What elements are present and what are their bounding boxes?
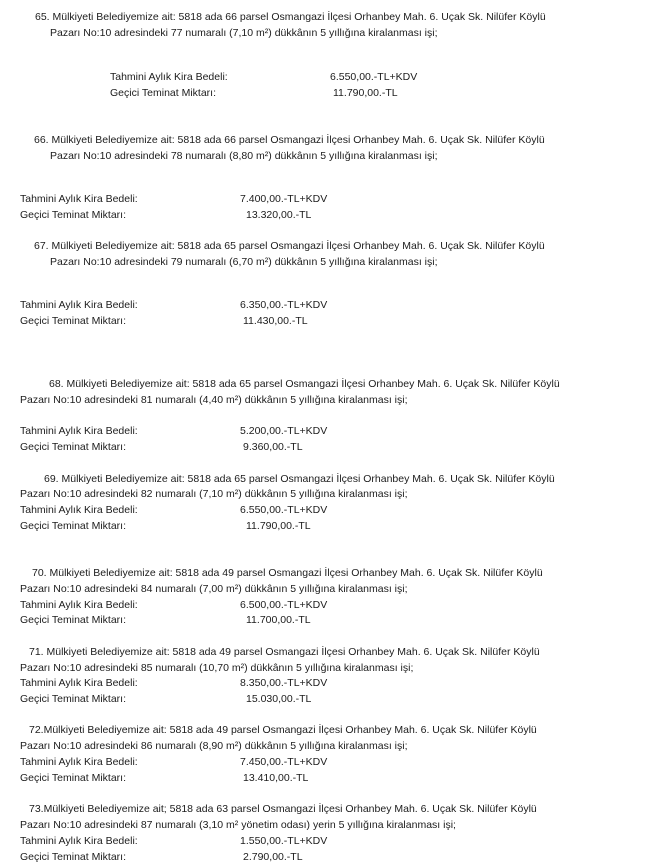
item-67-title-line1: 67. Mülkiyeti Belediyemize ait: 5818 ada 65 parsel Osmangazi İlçesi Orhanbey Mah. 6. Uçak Sk. Nilüfer Köylü xyxy=(34,240,545,252)
item-71-deposit-value: 15.030,00.-TL xyxy=(246,693,312,705)
item-65-rent-value: 6.550,00.-TL+KDV xyxy=(330,71,418,83)
item-69-deposit-label: Geçici Teminat Miktarı: xyxy=(20,520,126,532)
item-73-title-line1: 73.Mülkiyeti Belediyemize ait; 5818 ada 63 parsel Osmangazi İlçesi Orhanbey Mah. 6. Uçak Sk. Nilüfer Köylü xyxy=(29,803,537,815)
item-73-title-line2: Pazarı No:10 adresindeki 87 numaralı (3,10 m² yönetim odası) yerin 5 yıllığına kiralanması işi; xyxy=(20,819,456,831)
item-73-rent-value: 1.550,00.-TL+KDV xyxy=(240,835,328,847)
item-73-deposit-value: 2.790,00.-TL xyxy=(243,851,303,863)
item-70-title-line2: Pazarı No:10 adresindeki 84 numaralı (7,00 m²) dükkânın 5 yıllığına kiralanması işi; xyxy=(20,583,408,595)
item-72-title-line1: 72.Mülkiyeti Belediyemize ait: 5818 ada 49 parsel Osmangazi İlçesi Orhanbey Mah. 6. Uçak Sk. Nilüfer Köylü xyxy=(29,724,537,736)
item-73-deposit-label: Geçici Teminat Miktarı: xyxy=(20,851,126,863)
item-67-deposit-label: Geçici Teminat Miktarı: xyxy=(20,315,126,327)
item-71-title-line2: Pazarı No:10 adresindeki 85 numaralı (10,70 m²) dükkânın 5 yıllığına kiralanması işi; xyxy=(20,662,414,674)
item-70-rent-label: Tahmini Aylık Kira Bedeli: xyxy=(20,599,138,611)
item-70-rent-value: 6.500,00.-TL+KDV xyxy=(240,599,328,611)
item-72-rent-label: Tahmini Aylık Kira Bedeli: xyxy=(20,756,138,768)
item-72-deposit-label: Geçici Teminat Miktarı: xyxy=(20,772,126,784)
item-70-deposit-value: 11.700,00.-TL xyxy=(246,614,311,626)
item-66-rent-value: 7.400,00.-TL+KDV xyxy=(240,193,328,205)
item-65-rent-label: Tahmini Aylık Kira Bedeli: xyxy=(110,71,228,83)
item-71-rent-value: 8.350,00.-TL+KDV xyxy=(240,677,328,689)
item-72-deposit-value: 13.410,00.-TL xyxy=(243,772,309,784)
item-72-rent-value: 7.450,00.-TL+KDV xyxy=(240,756,328,768)
item-67-title-line2: Pazarı No:10 adresindeki 79 numaralı (6,70 m²) dükkânın 5 yıllığına kiralanması işi; xyxy=(50,256,438,268)
item-71-rent-label: Tahmini Aylık Kira Bedeli: xyxy=(20,677,138,689)
item-69-rent-value: 6.550,00.-TL+KDV xyxy=(240,504,328,516)
item-70-title-line1: 70. Mülkiyeti Belediyemize ait: 5818 ada 49 parsel Osmangazi İlçesi Orhanbey Mah. 6. Uçak Sk. Nilüfer Köylü xyxy=(32,567,543,579)
item-67-rent-value: 6.350,00.-TL+KDV xyxy=(240,299,328,311)
item-71-deposit-label: Geçici Teminat Miktarı: xyxy=(20,693,126,705)
item-65-deposit-value: 11.790,00.-TL xyxy=(333,87,398,99)
item-67-deposit-value: 11.430,00.-TL xyxy=(243,315,308,327)
item-67-rent-label: Tahmini Aylık Kira Bedeli: xyxy=(20,299,138,311)
item-68-rent-value: 5.200,00.-TL+KDV xyxy=(240,425,328,437)
item-69-deposit-value: 11.790,00.-TL xyxy=(246,520,311,532)
item-68-title-line1: 68. Mülkiyeti Belediyemize ait: 5818 ada 65 parsel Osmangazi İlçesi Orhanbey Mah. 6. Uçak Sk. Nilüfer Köylü xyxy=(49,378,560,390)
item-65-deposit-label: Geçici Teminat Miktarı: xyxy=(110,87,216,99)
item-66-title-line1: 66. Mülkiyeti Belediyemize ait: 5818 ada 66 parsel Osmangazi İlçesi Orhanbey Mah. 6. Uçak Sk. Nilüfer Köylü xyxy=(34,134,545,146)
item-69-title-line2: Pazarı No:10 adresindeki 82 numaralı (7,10 m²) dükkânın 5 yıllığına kiralanması işi; xyxy=(20,488,408,500)
item-68-title-line2: Pazarı No:10 adresindeki 81 numaralı (4,40 m²) dükkânın 5 yıllığına kiralanması işi; xyxy=(20,394,408,406)
item-66-deposit-value: 13.320,00.-TL xyxy=(246,209,312,221)
item-69-rent-label: Tahmini Aylık Kira Bedeli: xyxy=(20,504,138,516)
item-66-rent-label: Tahmini Aylık Kira Bedeli: xyxy=(20,193,138,205)
item-65-title-line1: 65. Mülkiyeti Belediyemize ait: 5818 ada 66 parsel Osmangazi İlçesi Orhanbey Mah. 6. Uçak Sk. Nilüfer Köylü xyxy=(35,11,546,23)
item-66-deposit-label: Geçici Teminat Miktarı: xyxy=(20,209,126,221)
item-73-rent-label: Tahmini Aylık Kira Bedeli: xyxy=(20,835,138,847)
item-71-title-line1: 71. Mülkiyeti Belediyemize ait: 5818 ada 49 parsel Osmangazi İlçesi Orhanbey Mah. 6. Uçak Sk. Nilüfer Köylü xyxy=(29,646,540,658)
item-68-deposit-label: Geçici Teminat Miktarı: xyxy=(20,441,126,453)
item-65-title-line2: Pazarı No:10 adresindeki 77 numaralı (7,10 m²) dükkânın 5 yıllığına kiralanması işi; xyxy=(50,27,438,39)
item-72-title-line2: Pazarı No:10 adresindeki 86 numaralı (8,90 m²) dükkânın 5 yıllığına kiralanması işi; xyxy=(20,740,408,752)
item-69-title-line1: 69. Mülkiyeti Belediyemize ait: 5818 ada 65 parsel Osmangazi İlçesi Orhanbey Mah. 6. Uçak Sk. Nilüfer Köylü xyxy=(44,473,555,485)
item-68-rent-label: Tahmini Aylık Kira Bedeli: xyxy=(20,425,138,437)
item-66-title-line2: Pazarı No:10 adresindeki 78 numaralı (8,80 m²) dükkânın 5 yıllığına kiralanması işi; xyxy=(50,150,438,162)
item-68-deposit-value: 9.360,00.-TL xyxy=(243,441,303,453)
item-70-deposit-label: Geçici Teminat Miktarı: xyxy=(20,614,126,626)
